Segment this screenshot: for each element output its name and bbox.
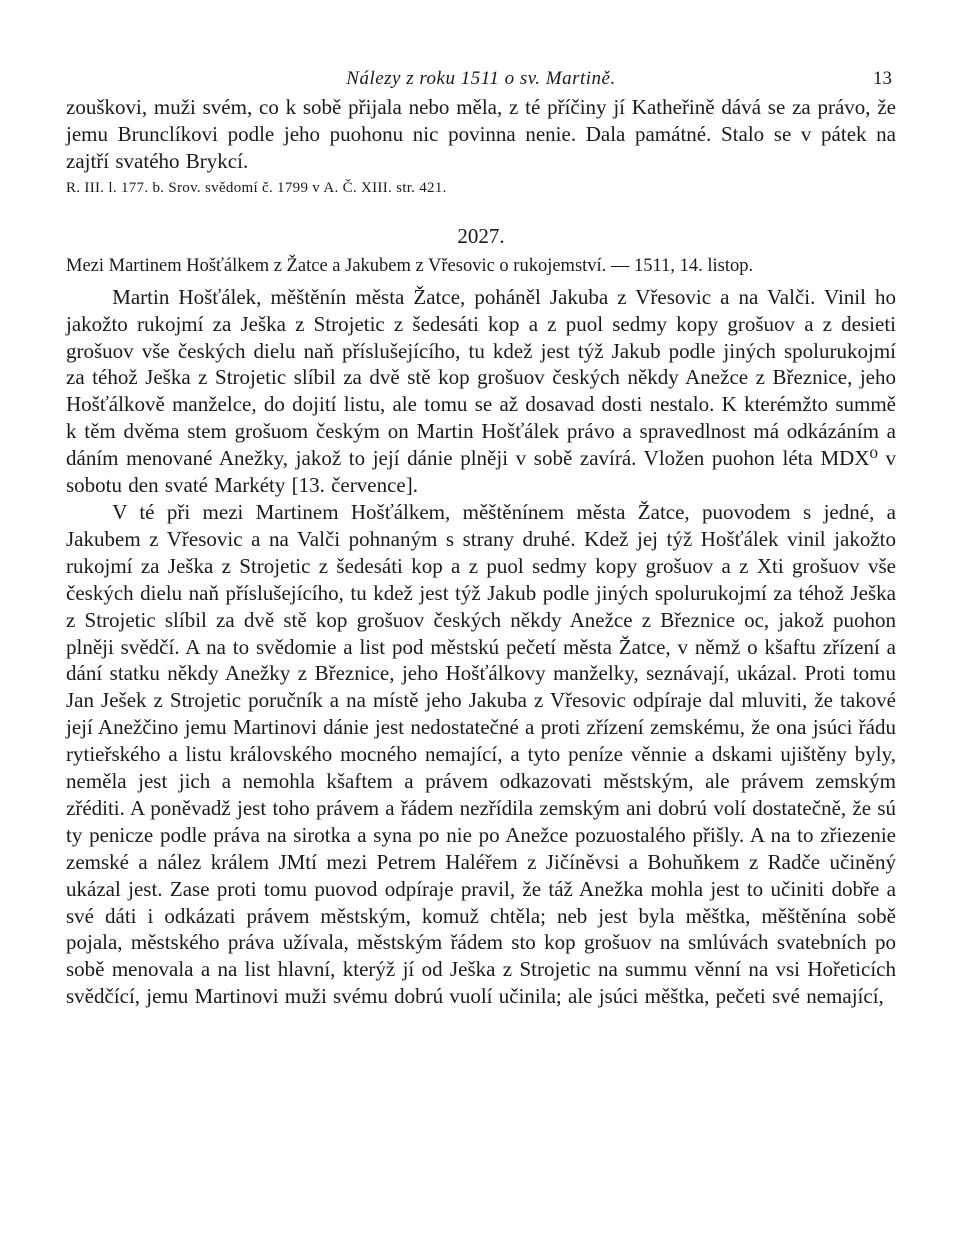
entry-paragraph: Martin Hošťálek, měštěnín města Žatce, poháněl Jakuba z Vřesovic a na Valči. Vinil ho jakožto rukojmí za Ješka z Strojetic z šedesáti kop a z puol sedmy kopy grošuov a z desieti grošuov vše českých dielu naň příslušejícího, tu kdež jest týž Jakub podle jiných spolurukojmí za téhož Ješka z Strojetic slíbil za dvě stě kop grošuov českých někdy Anežce z Březnice, jeho Hošťálkově manželce, do dojití listu, ale tomu se až dosavad dosti nestalo. K kterémžto summě k těm dvěma stem grošuom českým on Martin Hošťálek právo a spravedlnost má odkázáním a dáním menované Anežky, jakož to její dánie plněji v sobě zavírá. Vložen puohon léta MDX⁰ v sobotu den svaté Markéty [13. července]. <box>66 284 896 498</box>
entry-number: 2027. <box>457 223 505 248</box>
page-number: 13 <box>873 68 892 89</box>
page-header <box>66 64 896 94</box>
running-head: Nálezy z roku 1511 o sv. Martině. <box>346 68 616 89</box>
entry-regest: Mezi Martinem Hošťálkem z Žatce a Jakubem z Vřesovic o rukojemství. — 1511, 14. listop. <box>66 255 754 276</box>
continued-paragraph: zouškovi, muži svém, co k sobě přijala nebo měla, z té příčiny jí Katheřině dává se za právo, že jemu Brunclíkovi podle jeho puohonu nic povinna nenie. Dala památné. Stalo se v pátek na zajtří svatého Brykcí. <box>66 95 896 173</box>
source-reference: R. III. l. 177. b. Srov. svědomí č. 1799 v A. Č. XIII. str. 421. <box>66 179 447 196</box>
document-page <box>66 64 896 1010</box>
entry-paragraph: V té při mezi Martinem Hošťálkem, měštěnínem města Žatce, puovodem s jedné, a Jakubem z Vřesovic a na Valči pohnaným s strany druhé. Kdež jej týž Hošťálek vinil jakožto rukojmí za Ješka z Strojetic z šedesáti kop a z puol sedmy kopy grošuov a z Xti grošuov vše českých dielu naň příslušejícího, tu kdež jest týž Jakub podle jiných spolurukojmí za téhož Ješka z Strojetic slíbil za dvě stě kop grošuov českých někdy Anežce z Březnice oc, jakož puohon plněji svědčí. A na to svědomie a list pod městskú pečetí města Žatce, v němž o kšaftu zřízení a dání statku někdy Anežky z Březnice, jeho Hošťálkovy manželky, seznávají, ukázal. Proti tomu Jan Ješek z Strojetic poručník a na místě jeho Jakuba z Vřesovic odpíraje dal mluviti, že takové její Anežčino jemu Martinovi dánie jest nedostatečné a proti zřízení zemskému, že ona jsúci řádu rytieřského a listu královského mocného nemající, a tyto peníze věnnie a dskami ujištěny byly, neměla jest jich a nemohla kšaftem a právem odkazovati městským, ale právem zemským zřéditi. A poněvadž jest toho právem a řádem nezřídila zemským ani dobrú volí dostatečně, že sú ty penicze podle práva na sirotka a syna po nie po Anežce pozuostalého přišly. A na to zřiezenie zemské a nález králem JMtí mezi Petrem Haléřem z Jičíněvsi a Bohuňkem z Radče učiněný ukázal jest. Zase proti tomu puovod odpíraje pravil, že táž Anežka mohla jest to učiniti dobře a své dáti i odkázati právem městským, komuž chtěla; neb jest byla měštka, měštěnína sobě pojala, městského práva užívala, městským řádem sto kop grošuov na smlúvách svatebních po sobě menovala a na list hlavní, kterýž jí od Ješka z Strojetic na summu věnní na vsi Hořeticích svědčící, jemu Martinovi muži svému dobrú vuolí učinila; ale jsúci měštka, pečeti své nemající, <box>66 499 896 1009</box>
